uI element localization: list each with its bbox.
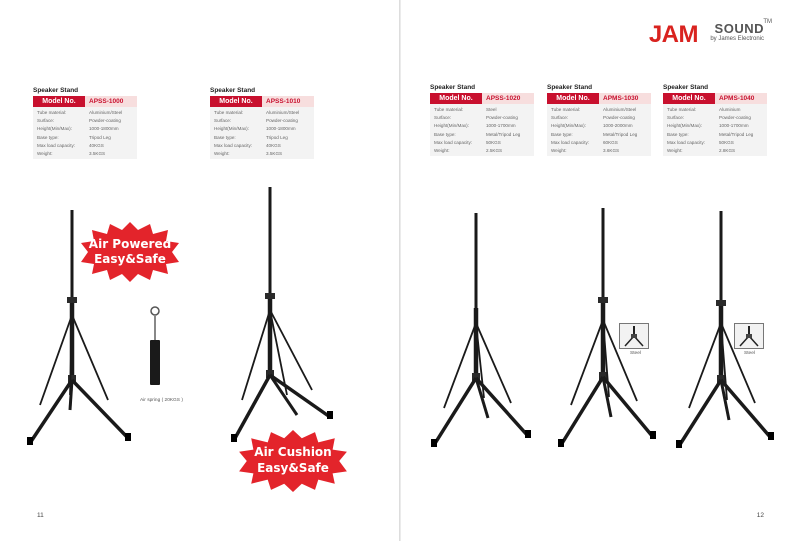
spec-row bbox=[33, 108, 137, 116]
spec-header bbox=[547, 93, 651, 104]
spec-key: Surface: bbox=[551, 114, 569, 120]
spec-row bbox=[210, 125, 314, 133]
spec-value: Powder-coating bbox=[266, 117, 298, 123]
spec-value: 40KGS bbox=[89, 142, 104, 148]
spec-value: 60KGS bbox=[603, 139, 618, 145]
spec-rows bbox=[547, 104, 651, 156]
air-powered-badge bbox=[80, 222, 180, 282]
spec-key: Max load capacity: bbox=[37, 142, 76, 148]
spec-section-title: Speaker Stand bbox=[547, 84, 593, 91]
spec-value: 1000-2000mm bbox=[603, 123, 633, 129]
logo-tm: TM bbox=[763, 19, 772, 25]
spec-row bbox=[547, 146, 651, 154]
spec-value: 1000-1800mm bbox=[89, 126, 119, 132]
spec-row bbox=[210, 149, 314, 157]
air-spring-image bbox=[143, 305, 167, 390]
spec-key: Weight: bbox=[214, 151, 230, 157]
model-code: APMS-1030 bbox=[599, 93, 651, 104]
steel-detail-inset bbox=[734, 323, 764, 349]
spec-key: Base type: bbox=[214, 134, 236, 140]
spec-row bbox=[663, 130, 767, 138]
page-number-left: 11 bbox=[37, 512, 44, 519]
clamp-detail-icon bbox=[735, 324, 763, 348]
spec-row bbox=[33, 133, 137, 141]
spec-value: Aluminium/Steel bbox=[603, 106, 637, 112]
page-right bbox=[401, 0, 800, 541]
spec-row bbox=[33, 149, 137, 157]
spec-rows bbox=[210, 107, 314, 159]
logo-jam: JAM bbox=[648, 21, 698, 48]
spec-row bbox=[210, 116, 314, 124]
spec-key: Surface: bbox=[667, 114, 685, 120]
spec-value: 50KGS bbox=[486, 139, 501, 145]
spec-row bbox=[210, 141, 314, 149]
spec-key: Tube material: bbox=[434, 106, 464, 112]
spec-table-apms-1030 bbox=[547, 84, 651, 156]
spec-row bbox=[547, 122, 651, 130]
spec-key: Height(Min/Max): bbox=[37, 126, 72, 132]
model-no-label: Model No. bbox=[547, 93, 599, 104]
clamp-detail-icon bbox=[620, 324, 648, 348]
spec-row bbox=[663, 105, 767, 113]
spec-value: Tripod Leg bbox=[266, 134, 288, 140]
spec-table-apss-1010 bbox=[210, 87, 314, 159]
jamsound-logo bbox=[614, 19, 772, 48]
spec-key: Tube material: bbox=[214, 109, 244, 115]
spec-value: 50KGS bbox=[719, 139, 734, 145]
spec-key: Surface: bbox=[214, 117, 232, 123]
spec-section-title: Speaker Stand bbox=[210, 87, 256, 94]
spec-value: Powder-coating bbox=[486, 114, 518, 120]
spec-value: 1000-1700mm bbox=[719, 123, 749, 129]
speaker-stand-image bbox=[212, 185, 337, 450]
speaker-stand-image bbox=[426, 208, 536, 453]
spec-key: Surface: bbox=[37, 117, 55, 123]
spec-row bbox=[430, 122, 534, 130]
spec-row bbox=[210, 133, 314, 141]
logo-sound: SOUND bbox=[714, 21, 764, 36]
spec-key: Max load capacity: bbox=[214, 142, 253, 148]
model-code: APSS-1000 bbox=[85, 96, 137, 107]
spec-header bbox=[663, 93, 767, 104]
model-code: APMS-1040 bbox=[715, 93, 767, 104]
spec-table-apms-1040 bbox=[663, 84, 767, 156]
spec-rows bbox=[33, 107, 137, 159]
spec-value: 2.5KGS bbox=[486, 148, 503, 154]
model-no-label: Model No. bbox=[430, 93, 482, 104]
spec-row bbox=[547, 105, 651, 113]
steel-caption: Steel bbox=[630, 351, 641, 356]
spec-key: Weight: bbox=[667, 148, 683, 154]
page-number-right: 12 bbox=[756, 512, 764, 519]
spec-key: Tube material: bbox=[37, 109, 67, 115]
spec-value: Tripod Leg bbox=[89, 134, 111, 140]
spec-header bbox=[33, 96, 137, 107]
model-no-label: Model No. bbox=[210, 96, 262, 107]
spec-section-title: Speaker Stand bbox=[663, 84, 709, 91]
spec-value: Powder-coating bbox=[89, 117, 121, 123]
air-spring-caption: Air spring ( 20KGS ) bbox=[140, 398, 183, 403]
spec-row bbox=[430, 146, 534, 154]
spec-row bbox=[663, 138, 767, 146]
air-cushion-line1: Air Cushion bbox=[254, 445, 332, 459]
spec-row bbox=[33, 116, 137, 124]
spec-key: Tube material: bbox=[551, 106, 581, 112]
spec-section-title: Speaker Stand bbox=[430, 84, 476, 91]
spec-table-apss-1020 bbox=[430, 84, 534, 156]
spec-key: Max load capacity: bbox=[434, 139, 473, 145]
spec-row bbox=[430, 138, 534, 146]
spec-key: Base type: bbox=[434, 131, 456, 137]
air-powered-line1: Air Powered bbox=[88, 237, 172, 251]
spec-value: Powder-coating bbox=[719, 114, 751, 120]
spec-row bbox=[430, 105, 534, 113]
spec-key: Weight: bbox=[434, 148, 450, 154]
spec-row bbox=[430, 130, 534, 138]
spec-key: Max load capacity: bbox=[551, 139, 590, 145]
spec-row bbox=[663, 122, 767, 130]
spec-key: Surface: bbox=[434, 114, 452, 120]
model-no-label: Model No. bbox=[663, 93, 715, 104]
spec-value: Aluminium/Steel bbox=[89, 109, 123, 115]
model-code: APSS-1020 bbox=[482, 93, 534, 104]
spec-row bbox=[547, 138, 651, 146]
spec-value: Metal/Tripod Leg bbox=[486, 131, 521, 137]
spec-row bbox=[430, 113, 534, 121]
speaker-stand-image bbox=[671, 208, 781, 453]
spec-key: Height(Min/Max): bbox=[214, 126, 249, 132]
steel-caption: Steel bbox=[744, 351, 755, 356]
spec-row bbox=[547, 130, 651, 138]
spec-key: Max load capacity: bbox=[667, 139, 706, 145]
spec-key: Base type: bbox=[551, 131, 573, 137]
spec-value: Metal/Tripod Leg bbox=[719, 131, 754, 137]
spec-row bbox=[33, 141, 137, 149]
spec-row bbox=[210, 108, 314, 116]
model-no-label: Model No. bbox=[33, 96, 85, 107]
spec-key: Height(Min/Max): bbox=[434, 123, 469, 129]
spec-value: 40KGS bbox=[266, 142, 281, 148]
spec-rows bbox=[663, 104, 767, 156]
page-left bbox=[0, 0, 399, 541]
spec-row bbox=[663, 146, 767, 154]
steel-detail-inset bbox=[619, 323, 649, 349]
spec-key: Base type: bbox=[37, 134, 59, 140]
model-code: APSS-1010 bbox=[262, 96, 314, 107]
spec-value: 1000-1700mm bbox=[486, 123, 516, 129]
spec-value: 3.6KGS bbox=[603, 148, 620, 154]
spec-header bbox=[210, 96, 314, 107]
spec-row bbox=[547, 113, 651, 121]
air-cushion-line2: Easy&Safe bbox=[257, 461, 329, 475]
spec-value: Steel bbox=[486, 106, 497, 112]
air-cushion-badge bbox=[238, 430, 348, 492]
spec-key: Base type: bbox=[667, 131, 689, 137]
spec-row bbox=[663, 113, 767, 121]
spec-value: Metal/Tripod Leg bbox=[603, 131, 638, 137]
spec-table-apss-1000 bbox=[33, 87, 137, 159]
air-powered-line2: Easy&Safe bbox=[94, 252, 166, 266]
spec-value: Aluminium/Steel bbox=[266, 109, 300, 115]
spec-value: Powder-coating bbox=[603, 114, 635, 120]
logo-tagline: by James Electronic bbox=[710, 36, 764, 42]
spec-value: 3.5KGS bbox=[266, 151, 283, 157]
spec-header bbox=[430, 93, 534, 104]
spec-rows bbox=[430, 104, 534, 156]
spec-value: 3.5KGS bbox=[89, 151, 106, 157]
spec-value: 2.8KGS bbox=[719, 148, 736, 154]
spec-section-title: Speaker Stand bbox=[33, 87, 79, 94]
spec-value: Aluminium bbox=[719, 106, 741, 112]
spec-key: Weight: bbox=[37, 151, 53, 157]
spec-row bbox=[33, 125, 137, 133]
spec-value: 1000-1800mm bbox=[266, 126, 296, 132]
spec-key: Weight: bbox=[551, 148, 567, 154]
spec-key: Height(Min/Max): bbox=[667, 123, 702, 129]
spec-key: Height(Min/Max): bbox=[551, 123, 586, 129]
spec-key: Tube material: bbox=[667, 106, 697, 112]
